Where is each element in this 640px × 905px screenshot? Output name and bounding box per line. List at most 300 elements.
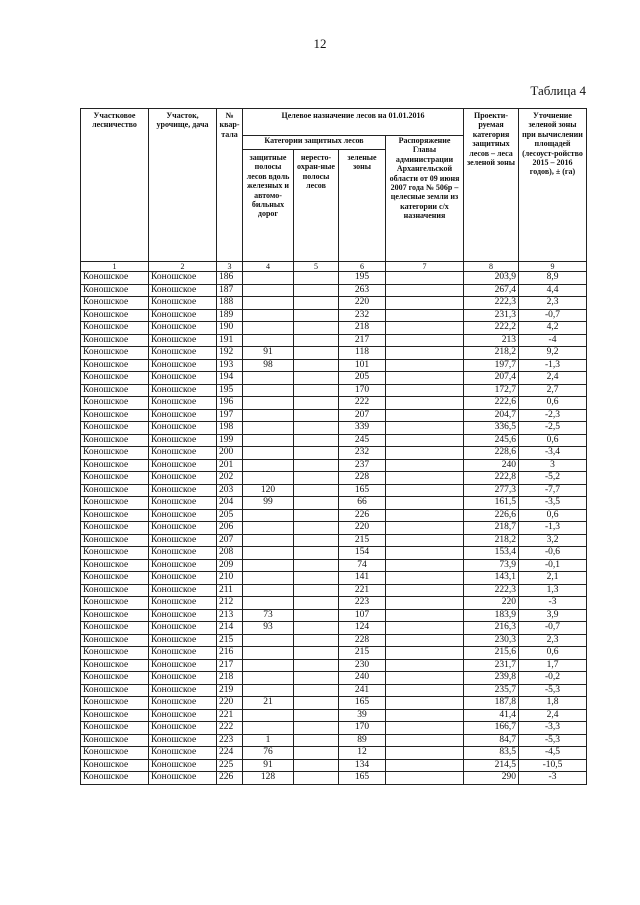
- projected-cell: 222,3: [464, 584, 519, 597]
- refinement-cell: -5,2: [519, 472, 587, 485]
- spawning-belt-cell: [294, 347, 339, 360]
- table-row: [81, 659, 587, 672]
- spawning-belt-cell: [294, 322, 339, 335]
- site-cell: Коношское: [149, 572, 217, 585]
- green-zone-cell: 66: [339, 497, 386, 510]
- road-belt-cell: [243, 322, 294, 335]
- refinement-cell: 0,6: [519, 509, 587, 522]
- quarter-cell: 195: [217, 384, 243, 397]
- road-belt-cell: [243, 522, 294, 535]
- table-row: [81, 322, 587, 335]
- spawning-belt-cell: [294, 584, 339, 597]
- refinement-cell: 9,2: [519, 347, 587, 360]
- table-row: [81, 384, 587, 397]
- green-zone-cell: 230: [339, 659, 386, 672]
- site-cell: Коношское: [149, 459, 217, 472]
- road-belt-cell: [243, 297, 294, 310]
- quarter-cell: 215: [217, 634, 243, 647]
- road-belt-cell: [243, 434, 294, 447]
- table-row: [81, 547, 587, 560]
- site-cell: Коношское: [149, 397, 217, 410]
- projected-cell: 290: [464, 772, 519, 785]
- spawning-belt-cell: [294, 659, 339, 672]
- refinement-cell: -0,6: [519, 547, 587, 560]
- decree-cell: [386, 472, 464, 485]
- spawning-belt-cell: [294, 759, 339, 772]
- forestry-cell: Коношское: [81, 709, 149, 722]
- refinement-cell: -5,3: [519, 684, 587, 697]
- projected-cell: 214,5: [464, 759, 519, 772]
- projected-cell: 336,5: [464, 422, 519, 435]
- site-cell: Коношское: [149, 284, 217, 297]
- forestry-cell: Коношское: [81, 684, 149, 697]
- refinement-cell: 0,6: [519, 647, 587, 660]
- forestry-cell: Коношское: [81, 747, 149, 760]
- decree-cell: [386, 534, 464, 547]
- projected-cell: 172,7: [464, 384, 519, 397]
- projected-cell: 83,5: [464, 747, 519, 760]
- road-belt-cell: [243, 597, 294, 610]
- green-zone-cell: 101: [339, 359, 386, 372]
- green-zone-cell: 74: [339, 559, 386, 572]
- site-cell: Коношское: [149, 534, 217, 547]
- table-row: [81, 509, 587, 522]
- green-zone-cell: 228: [339, 634, 386, 647]
- table-row: [81, 484, 587, 497]
- refinement-cell: -4: [519, 334, 587, 347]
- table-row: [81, 684, 587, 697]
- green-zone-cell: 217: [339, 334, 386, 347]
- projected-cell: 228,6: [464, 447, 519, 460]
- refinement-cell: 3,9: [519, 609, 587, 622]
- forestry-cell: Коношское: [81, 422, 149, 435]
- decree-cell: [386, 522, 464, 535]
- quarter-cell: 187: [217, 284, 243, 297]
- green-zone-cell: 165: [339, 697, 386, 710]
- decree-cell: [386, 297, 464, 310]
- projected-cell: 204,7: [464, 409, 519, 422]
- table-row: [81, 372, 587, 385]
- projected-cell: 267,4: [464, 284, 519, 297]
- forestry-cell: Коношское: [81, 384, 149, 397]
- forestry-cell: Коношское: [81, 472, 149, 485]
- forestry-cell: Коношское: [81, 672, 149, 685]
- spawning-belt-cell: [294, 747, 339, 760]
- quarter-cell: 214: [217, 622, 243, 635]
- spawning-belt-cell: [294, 472, 339, 485]
- projected-cell: 197,7: [464, 359, 519, 372]
- quarter-cell: 210: [217, 572, 243, 585]
- forestry-cell: Коношское: [81, 297, 149, 310]
- forestry-cell: Коношское: [81, 434, 149, 447]
- road-belt-cell: 73: [243, 609, 294, 622]
- site-cell: Коношское: [149, 434, 217, 447]
- spawning-belt-cell: [294, 422, 339, 435]
- refinement-cell: -7,7: [519, 484, 587, 497]
- refinement-cell: 2,1: [519, 572, 587, 585]
- green-zone-cell: 170: [339, 384, 386, 397]
- green-zone-cell: 124: [339, 622, 386, 635]
- spawning-belt-cell: [294, 409, 339, 422]
- site-cell: Коношское: [149, 672, 217, 685]
- site-cell: Коношское: [149, 322, 217, 335]
- decree-cell: [386, 559, 464, 572]
- refinement-cell: 0,6: [519, 397, 587, 410]
- quarter-cell: 192: [217, 347, 243, 360]
- refinement-cell: 1,8: [519, 697, 587, 710]
- quarter-cell: 191: [217, 334, 243, 347]
- decree-cell: [386, 647, 464, 660]
- decree-cell: [386, 634, 464, 647]
- quarter-cell: 224: [217, 747, 243, 760]
- site-cell: Коношское: [149, 584, 217, 597]
- road-belt-cell: [243, 722, 294, 735]
- site-cell: Коношское: [149, 334, 217, 347]
- road-belt-cell: [243, 447, 294, 460]
- road-belt-cell: 21: [243, 697, 294, 710]
- quarter-cell: 221: [217, 709, 243, 722]
- road-belt-cell: [243, 647, 294, 660]
- projected-cell: 239,8: [464, 672, 519, 685]
- site-cell: Коношское: [149, 309, 217, 322]
- refinement-cell: -2,3: [519, 409, 587, 422]
- projected-cell: 187,8: [464, 697, 519, 710]
- green-zone-cell: 220: [339, 297, 386, 310]
- projected-cell: 277,3: [464, 484, 519, 497]
- road-belt-cell: [243, 409, 294, 422]
- quarter-cell: 203: [217, 484, 243, 497]
- forestry-cell: Коношское: [81, 322, 149, 335]
- projected-cell: 213: [464, 334, 519, 347]
- green-zone-cell: 165: [339, 484, 386, 497]
- forestry-cell: Коношское: [81, 359, 149, 372]
- road-belt-cell: [243, 547, 294, 560]
- road-belt-cell: [243, 709, 294, 722]
- projected-cell: 84,7: [464, 734, 519, 747]
- road-belt-cell: [243, 384, 294, 397]
- refinement-cell: -5,3: [519, 734, 587, 747]
- decree-cell: [386, 572, 464, 585]
- column-number: 7: [386, 262, 464, 272]
- site-cell: Коношское: [149, 372, 217, 385]
- site-cell: Коношское: [149, 609, 217, 622]
- decree-cell: [386, 384, 464, 397]
- decree-cell: [386, 397, 464, 410]
- forestry-cell: Коношское: [81, 522, 149, 535]
- table-row: [81, 409, 587, 422]
- projected-cell: 143,1: [464, 572, 519, 585]
- refinement-cell: 3,2: [519, 534, 587, 547]
- site-cell: Коношское: [149, 734, 217, 747]
- quarter-cell: 199: [217, 434, 243, 447]
- spawning-belt-cell: [294, 459, 339, 472]
- site-cell: Коношское: [149, 547, 217, 560]
- forestry-cell: Коношское: [81, 497, 149, 510]
- decree-cell: [386, 459, 464, 472]
- refinement-cell: -0,2: [519, 672, 587, 685]
- road-belt-cell: [243, 534, 294, 547]
- table-row: [81, 672, 587, 685]
- site-cell: Коношское: [149, 559, 217, 572]
- forestry-cell: Коношское: [81, 609, 149, 622]
- road-belt-cell: 91: [243, 759, 294, 772]
- quarter-cell: 197: [217, 409, 243, 422]
- road-belt-cell: 99: [243, 497, 294, 510]
- column-number: 2: [149, 262, 217, 272]
- forestry-cell: Коношское: [81, 584, 149, 597]
- decree-cell: [386, 722, 464, 735]
- site-cell: Коношское: [149, 747, 217, 760]
- table-row: [81, 309, 587, 322]
- projected-cell: 231,3: [464, 309, 519, 322]
- green-zone-cell: 222: [339, 397, 386, 410]
- table-row: [81, 534, 587, 547]
- green-zone-cell: 263: [339, 284, 386, 297]
- forestry-cell: Коношское: [81, 597, 149, 610]
- spawning-belt-cell: [294, 697, 339, 710]
- table-row: [81, 584, 587, 597]
- projected-cell: 222,8: [464, 472, 519, 485]
- quarter-cell: 209: [217, 559, 243, 572]
- road-belt-cell: 120: [243, 484, 294, 497]
- decree-cell: [386, 509, 464, 522]
- site-cell: Коношское: [149, 709, 217, 722]
- spawning-belt-cell: [294, 609, 339, 622]
- decree-cell: [386, 409, 464, 422]
- refinement-cell: 4,2: [519, 322, 587, 335]
- road-belt-cell: [243, 309, 294, 322]
- spawning-belt-cell: [294, 334, 339, 347]
- site-cell: Коношское: [149, 697, 217, 710]
- decree-cell: [386, 372, 464, 385]
- spawning-belt-cell: [294, 522, 339, 535]
- refinement-cell: -3,3: [519, 722, 587, 735]
- table-row: [81, 497, 587, 510]
- road-belt-cell: [243, 509, 294, 522]
- green-zone-cell: 232: [339, 447, 386, 460]
- site-cell: Коношское: [149, 634, 217, 647]
- refinement-cell: 0,6: [519, 434, 587, 447]
- table-row: [81, 722, 587, 735]
- table-row: [81, 334, 587, 347]
- table-row: [81, 759, 587, 772]
- road-belt-cell: [243, 284, 294, 297]
- green-zone-cell: 241: [339, 684, 386, 697]
- spawning-belt-cell: [294, 722, 339, 735]
- refinement-cell: 2,3: [519, 634, 587, 647]
- quarter-cell: 212: [217, 597, 243, 610]
- decree-cell: [386, 334, 464, 347]
- spawning-belt-cell: [294, 684, 339, 697]
- green-zone-cell: 215: [339, 647, 386, 660]
- projected-cell: 203,9: [464, 272, 519, 285]
- projected-cell: 222,2: [464, 322, 519, 335]
- refinement-cell: -0,7: [519, 622, 587, 635]
- projected-cell: 215,6: [464, 647, 519, 660]
- header-protective-categories: Категории защитных лесов: [243, 136, 386, 150]
- table-row: [81, 359, 587, 372]
- forestry-cell: Коношское: [81, 272, 149, 285]
- site-cell: Коношское: [149, 409, 217, 422]
- forestry-cell: Коношское: [81, 647, 149, 660]
- site-cell: Коношское: [149, 597, 217, 610]
- table-row: [81, 647, 587, 660]
- quarter-cell: 201: [217, 459, 243, 472]
- quarter-cell: 189: [217, 309, 243, 322]
- projected-cell: 220: [464, 597, 519, 610]
- green-zone-cell: 221: [339, 584, 386, 597]
- forestry-cell: Коношское: [81, 409, 149, 422]
- spawning-belt-cell: [294, 647, 339, 660]
- site-cell: Коношское: [149, 722, 217, 735]
- projected-cell: 73,9: [464, 559, 519, 572]
- table-row: [81, 447, 587, 460]
- spawning-belt-cell: [294, 597, 339, 610]
- site-cell: Коношское: [149, 759, 217, 772]
- road-belt-cell: 98: [243, 359, 294, 372]
- decree-cell: [386, 284, 464, 297]
- header-green-zone-refinement: Уточнение зеленой зоны при вычислении площадей (лесоуст-ройство 2015 – 2016 годов), ± (га): [519, 109, 587, 262]
- spawning-belt-cell: [294, 709, 339, 722]
- decree-cell: [386, 684, 464, 697]
- quarter-cell: 226: [217, 772, 243, 785]
- green-zone-cell: 215: [339, 534, 386, 547]
- quarter-cell: 206: [217, 522, 243, 535]
- green-zone-cell: 245: [339, 434, 386, 447]
- column-number: 5: [294, 262, 339, 272]
- quarter-cell: 207: [217, 534, 243, 547]
- refinement-cell: 1,7: [519, 659, 587, 672]
- table-row: [81, 284, 587, 297]
- quarter-cell: 216: [217, 647, 243, 660]
- forestry-cell: Коношское: [81, 347, 149, 360]
- table-row: [81, 397, 587, 410]
- projected-cell: 231,7: [464, 659, 519, 672]
- projected-cell: 240: [464, 459, 519, 472]
- spawning-belt-cell: [294, 734, 339, 747]
- spawning-belt-cell: [294, 309, 339, 322]
- quarter-cell: 186: [217, 272, 243, 285]
- quarter-cell: 196: [217, 397, 243, 410]
- decree-cell: [386, 434, 464, 447]
- header-purpose-group: Целевое назначение лесов на 01.01.2016: [243, 109, 464, 136]
- road-belt-cell: [243, 684, 294, 697]
- spawning-belt-cell: [294, 509, 339, 522]
- table-row: [81, 772, 587, 785]
- road-belt-cell: [243, 559, 294, 572]
- projected-cell: 183,9: [464, 609, 519, 622]
- forestry-cell: Коношское: [81, 484, 149, 497]
- spawning-belt-cell: [294, 359, 339, 372]
- green-zone-cell: 12: [339, 747, 386, 760]
- spawning-belt-cell: [294, 284, 339, 297]
- column-number: 1: [81, 262, 149, 272]
- forestry-cell: Коношское: [81, 559, 149, 572]
- green-zone-cell: 195: [339, 272, 386, 285]
- green-zone-cell: 237: [339, 459, 386, 472]
- forestry-cell: Коношское: [81, 734, 149, 747]
- decree-cell: [386, 709, 464, 722]
- green-zone-cell: 89: [339, 734, 386, 747]
- projected-cell: 153,4: [464, 547, 519, 560]
- refinement-cell: -0,7: [519, 309, 587, 322]
- green-zone-cell: 118: [339, 347, 386, 360]
- projected-cell: 216,3: [464, 622, 519, 635]
- forestry-cell: Коношское: [81, 397, 149, 410]
- site-cell: Коношское: [149, 659, 217, 672]
- spawning-belt-cell: [294, 672, 339, 685]
- forestry-cell: Коношское: [81, 697, 149, 710]
- quarter-cell: 219: [217, 684, 243, 697]
- decree-cell: [386, 759, 464, 772]
- refinement-cell: -1,3: [519, 359, 587, 372]
- page-number: 12: [313, 36, 327, 51]
- table-row: [81, 747, 587, 760]
- refinement-cell: -0,1: [519, 559, 587, 572]
- table-row: [81, 697, 587, 710]
- quarter-cell: 202: [217, 472, 243, 485]
- green-zone-cell: 218: [339, 322, 386, 335]
- green-zone-cell: 220: [339, 522, 386, 535]
- refinement-cell: 4,4: [519, 284, 587, 297]
- quarter-cell: 222: [217, 722, 243, 735]
- column-number-row: [81, 262, 587, 272]
- refinement-cell: -10,5: [519, 759, 587, 772]
- table-row: [81, 634, 587, 647]
- decree-cell: [386, 659, 464, 672]
- header-projected-category: Проекти-руемая категория защитных лесов – леса зеленой зоны: [464, 109, 519, 262]
- site-cell: Коношское: [149, 497, 217, 510]
- refinement-cell: 2,3: [519, 297, 587, 310]
- projected-cell: 218,2: [464, 347, 519, 360]
- quarter-cell: 193: [217, 359, 243, 372]
- decree-cell: [386, 672, 464, 685]
- column-number: 3: [217, 262, 243, 272]
- road-belt-cell: [243, 584, 294, 597]
- spawning-belt-cell: [294, 484, 339, 497]
- table-row: [81, 522, 587, 535]
- green-zone-cell: 170: [339, 722, 386, 735]
- site-cell: Коношское: [149, 772, 217, 785]
- green-zone-cell: 228: [339, 472, 386, 485]
- road-belt-cell: [243, 459, 294, 472]
- refinement-cell: -2,5: [519, 422, 587, 435]
- projected-cell: 222,6: [464, 397, 519, 410]
- quarter-cell: 188: [217, 297, 243, 310]
- forestry-cell: Коношское: [81, 622, 149, 635]
- site-cell: Коношское: [149, 384, 217, 397]
- green-zone-cell: 141: [339, 572, 386, 585]
- decree-cell: [386, 322, 464, 335]
- road-belt-cell: [243, 422, 294, 435]
- column-number: 9: [519, 262, 587, 272]
- road-belt-cell: [243, 672, 294, 685]
- spawning-belt-cell: [294, 434, 339, 447]
- decree-cell: [386, 422, 464, 435]
- table-row: [81, 609, 587, 622]
- column-number: 8: [464, 262, 519, 272]
- decree-cell: [386, 347, 464, 360]
- quarter-cell: 211: [217, 584, 243, 597]
- forestry-cell: Коношское: [81, 759, 149, 772]
- spawning-belt-cell: [294, 534, 339, 547]
- column-number: 4: [243, 262, 294, 272]
- spawning-belt-cell: [294, 447, 339, 460]
- road-belt-cell: [243, 397, 294, 410]
- projected-cell: 222,3: [464, 297, 519, 310]
- refinement-cell: -3: [519, 772, 587, 785]
- table-row: [81, 572, 587, 585]
